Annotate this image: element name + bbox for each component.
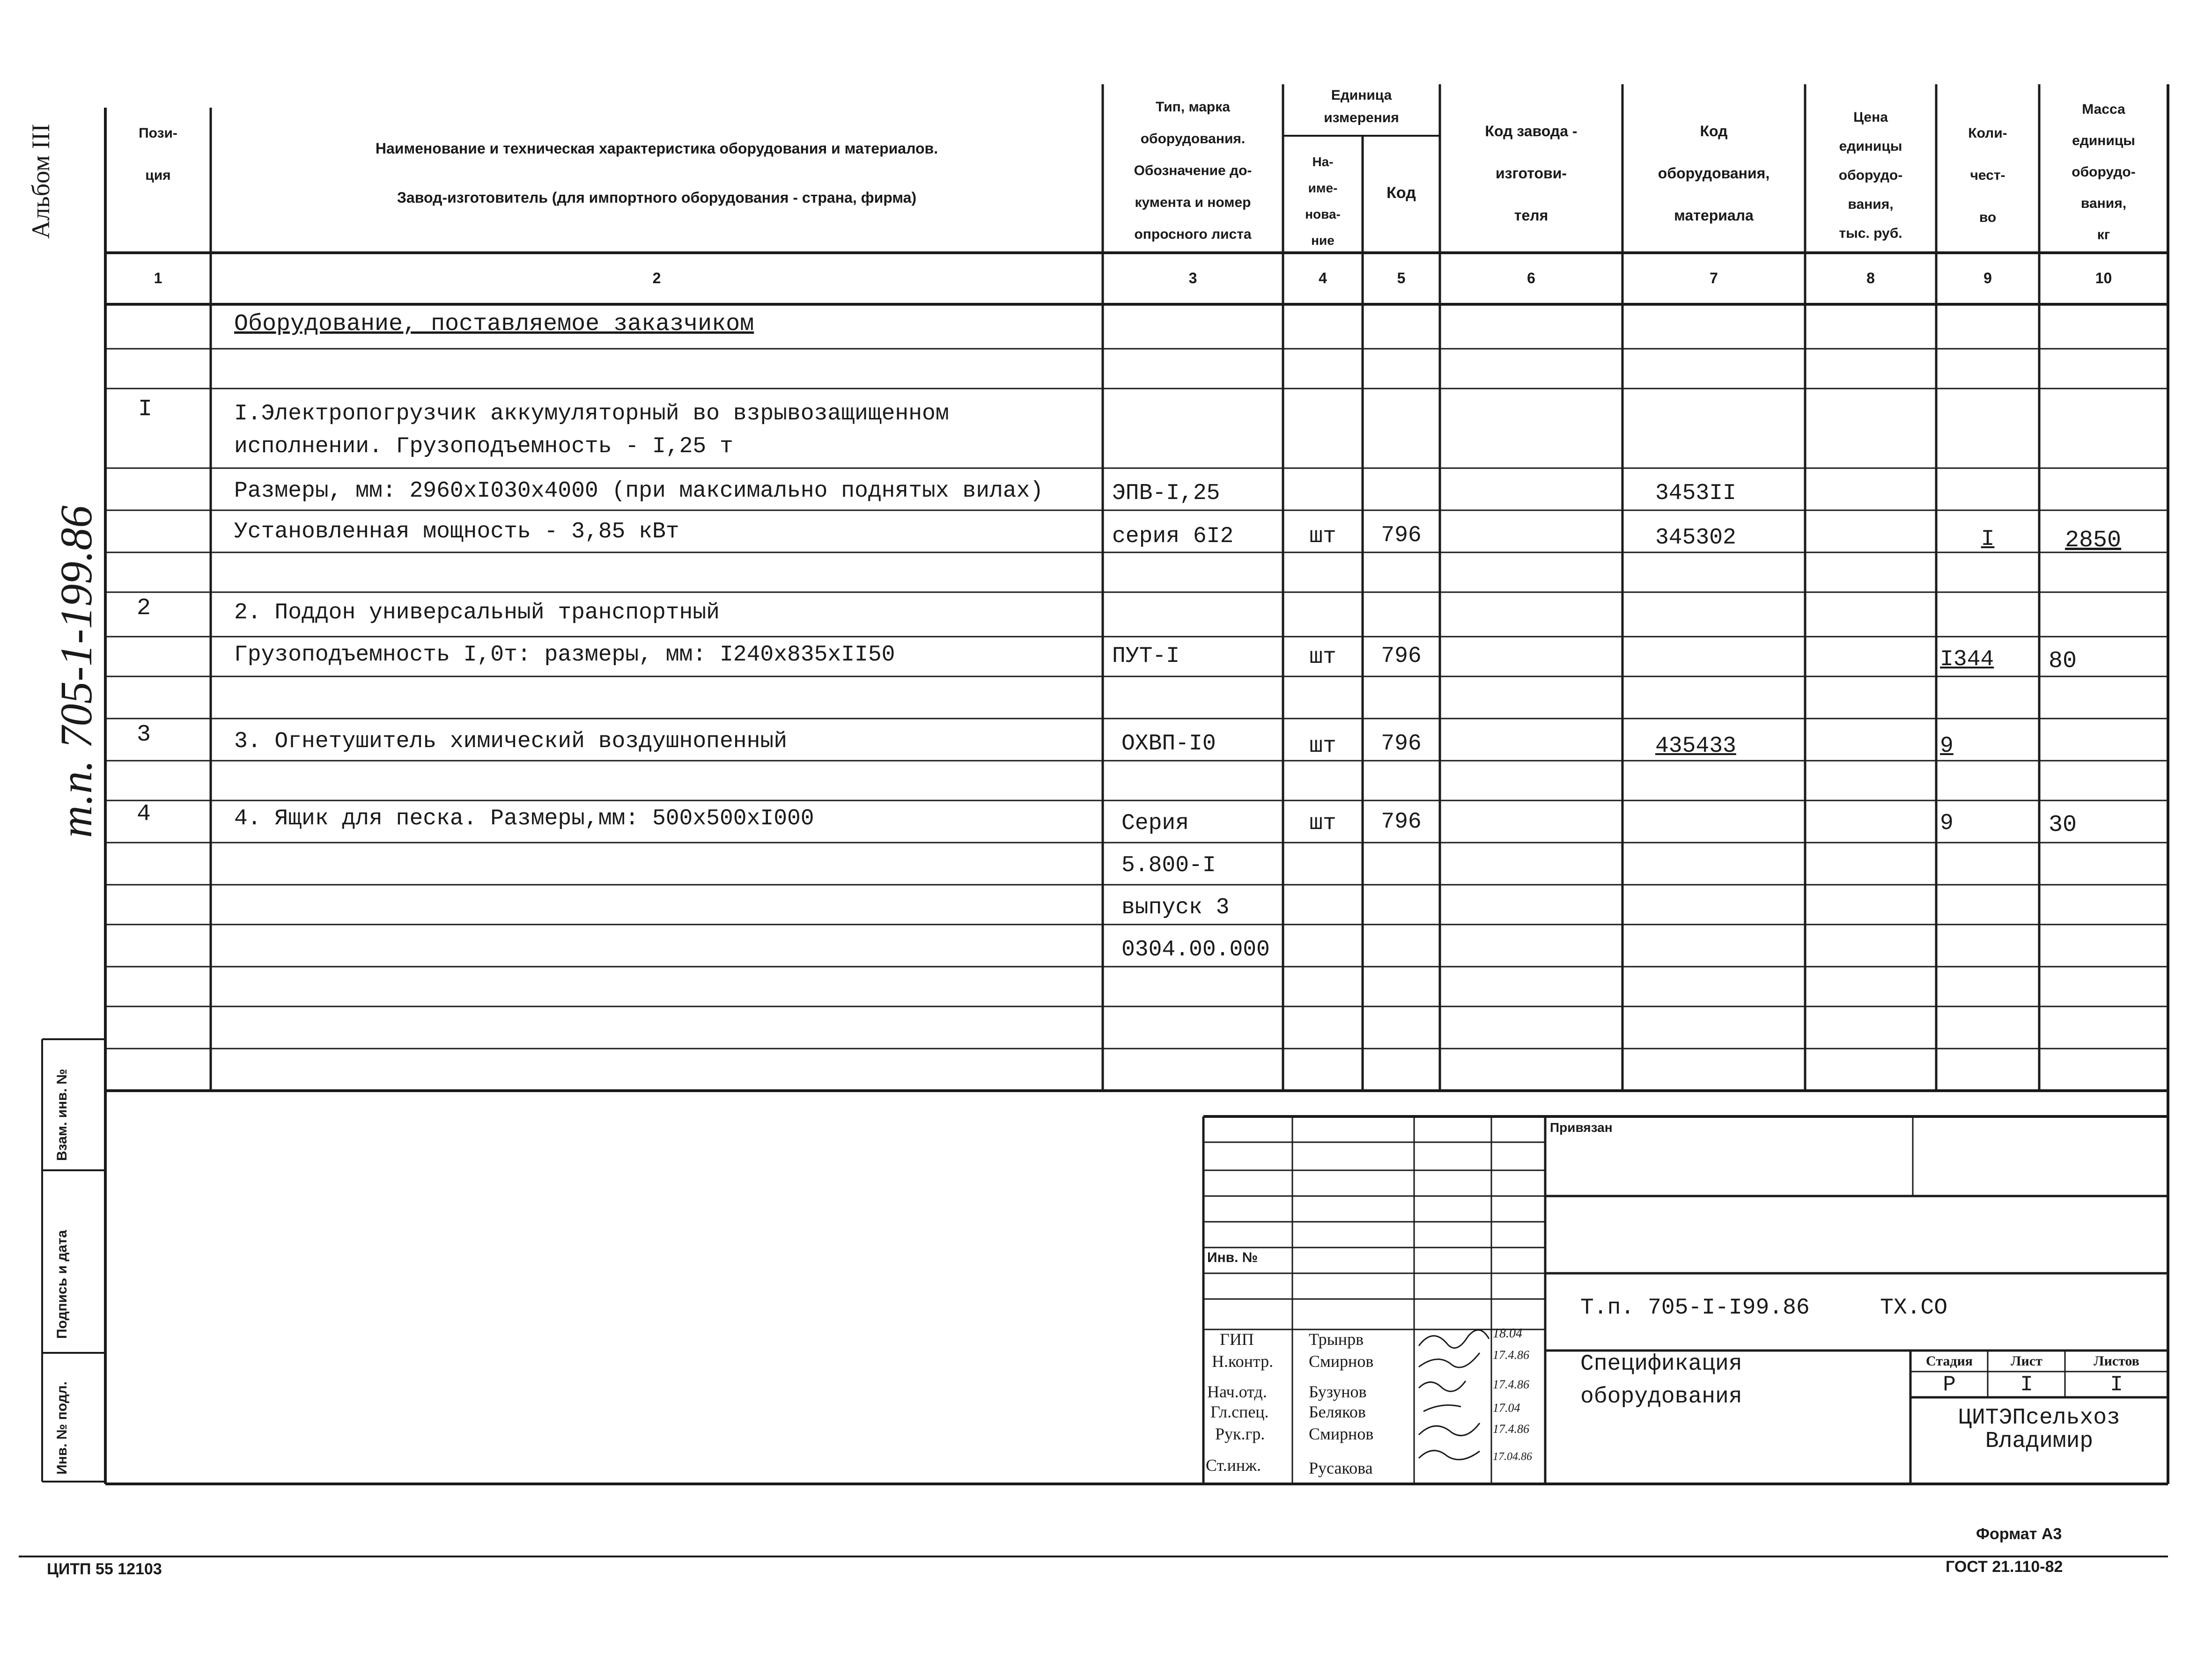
item4-qty: 9 (1940, 811, 1954, 836)
header-col9 (1939, 112, 2037, 239)
header-col10 (2042, 94, 2166, 250)
sig-date: 17.04.86 (1493, 1451, 1532, 1463)
signature-scribbles (1419, 1330, 1489, 1460)
doc-code: Т.п. 705-I-I99.86 (1580, 1295, 1810, 1321)
header-col8-line2: единицы (1839, 139, 1902, 154)
header-col8-line4: вания, (1848, 197, 1894, 212)
sig-name: Бузунов (1309, 1382, 1367, 1401)
header-col7-line3: материала (1674, 207, 1754, 224)
header-col4-line4: ние (1311, 233, 1335, 248)
header-col6-line1: Код завода - (1485, 123, 1578, 139)
header-col3-line1: Тип, марка (1156, 99, 1230, 115)
item1-pos: I (138, 396, 153, 423)
item1-equip-code1: 3453II (1655, 481, 1736, 506)
header-col1-line1: Пози- (139, 125, 177, 141)
item3-unit-code: 796 (1381, 731, 1422, 756)
header-col3 (1105, 91, 1281, 250)
item2-pos: 2 (137, 595, 151, 622)
sig-role: ГИП (1220, 1330, 1254, 1349)
header-col4 (1285, 149, 1360, 254)
item1-name-line4: Установленная мощность - 3,85 кВт (234, 519, 679, 544)
col-number-10: 10 (2095, 270, 2112, 286)
sig-role: Ст.инж. (1206, 1456, 1261, 1475)
header-col10-line4: вания, (2080, 196, 2127, 211)
sheet-value: I (2020, 1373, 2033, 1397)
sig-role: Рук.гр. (1215, 1424, 1265, 1443)
item1-name-line2: исполнении. Грузоподъемность - I,25 т (234, 434, 733, 459)
sig-date: 17.4.86 (1493, 1378, 1529, 1391)
header-col3-line4: кумента и номер (1135, 195, 1251, 210)
sig-name: Беляков (1309, 1402, 1366, 1421)
gost-code: ГОСТ 21.110-82 (1946, 1558, 2063, 1576)
sheets-value: I (2110, 1373, 2123, 1397)
header-col3-line5: опросного листа (1134, 227, 1252, 242)
header-unit-line1: Единица (1331, 88, 1392, 103)
doc-title-line1: Спецификация (1580, 1351, 1742, 1377)
col-number-7: 7 (1710, 270, 1718, 286)
item2-unit: шт (1309, 645, 1336, 670)
item4-unit-code: 796 (1381, 809, 1422, 835)
item1-equip-code2: 345302 (1655, 525, 1736, 551)
sig-name: Русакова (1309, 1459, 1373, 1477)
header-col2-line2: Завод-изготовитель (для импортного оборудования - страна, фирма) (397, 189, 917, 206)
header-col7 (1625, 110, 1803, 236)
privyazan-label: Привязан (1550, 1120, 1613, 1135)
item2-qty: I344 (1940, 647, 1994, 672)
item3-qty: 9 (1940, 734, 1954, 759)
header-col8 (1807, 103, 1934, 248)
inv-no-label: Инв. № (1207, 1250, 1258, 1265)
item2-mass: 80 (2049, 648, 2077, 675)
handwritten-project-code: т.п. 705-1-199.86 (51, 505, 101, 838)
header-unit-line2: измерения (1324, 110, 1399, 125)
sig-date: 17.4.86 (1493, 1348, 1529, 1362)
col-number-6: 6 (1527, 270, 1535, 286)
header-col4-line1: На- (1312, 154, 1334, 169)
item4-name: 4. Ящик для песка. Размеры,мм: 500х500хI000 (234, 806, 814, 831)
item1-name-line1: I.Электропогрузчик аккумуляторный во взрывозащищенном (234, 401, 949, 426)
item4-type-line3: выпуск 3 (1121, 895, 1230, 920)
header-col1 (108, 112, 208, 197)
item4-pos: 4 (137, 801, 151, 828)
header-col10-line3: оборудо- (2072, 164, 2136, 180)
header-col10-line5: кг (2097, 227, 2110, 242)
col-number-8: 8 (1866, 270, 1875, 286)
stamp-inv-podl: Инв. № подл. (54, 1381, 70, 1475)
sig-name: Смирнов (1309, 1352, 1374, 1371)
section-title: Оборудование, поставляемое заказчиком (234, 311, 754, 338)
org-line1: ЦИТЭПсельхоз (1958, 1405, 2120, 1431)
header-col8-line5: тыс. руб. (1839, 226, 1902, 241)
header-col4-line2: име- (1308, 181, 1338, 195)
header-col9-line2: чест- (1970, 168, 2006, 183)
stage-label: Стадия (1925, 1353, 1973, 1369)
header-col4-line3: нова- (1305, 207, 1341, 221)
stage-value: Р (1943, 1373, 1956, 1397)
item3-pos: 3 (137, 721, 151, 748)
item4-mass: 30 (2049, 812, 2077, 838)
doc-title-line2: оборудования (1580, 1384, 1742, 1409)
header-col2 (213, 124, 1100, 222)
item1-qty: I (1981, 527, 1995, 552)
item4-unit: шт (1309, 811, 1336, 836)
header-col8-line1: Цена (1853, 110, 1888, 125)
item4-type-line4: 0304.00.000 (1121, 937, 1270, 962)
item3-type: ОХВП-I0 (1121, 731, 1216, 756)
header-col8-line3: оборудо- (1838, 168, 1903, 183)
item4-type-line1: Серия (1121, 811, 1189, 836)
col-number-9: 9 (1983, 270, 1992, 286)
header-col7-line2: оборудования, (1658, 165, 1770, 182)
col-number-2: 2 (652, 270, 661, 286)
sig-name: Трынрв (1309, 1330, 1364, 1349)
sig-name: Смирнов (1309, 1424, 1374, 1443)
album-label: Альбом III (27, 124, 55, 239)
header-col10-line2: единицы (2072, 133, 2135, 148)
sig-date: 17.4.86 (1493, 1422, 1529, 1436)
stamp-vzam-inv: Взам. инв. № (54, 1069, 70, 1161)
publisher-code: ЦИТП 55 12103 (47, 1560, 162, 1578)
header-col3-line3: Обозначение до- (1134, 163, 1252, 178)
sig-role: Нач.отд. (1207, 1382, 1267, 1401)
header-col6-line3: теля (1514, 207, 1548, 224)
col-number-1: 1 (154, 270, 162, 286)
col-number-3: 3 (1188, 270, 1197, 286)
item2-name-line2: Грузоподъемность I,0т: размеры, мм: I240х835хII50 (234, 642, 895, 668)
item2-type: ПУТ-I (1112, 644, 1180, 669)
col-number-4: 4 (1319, 270, 1327, 286)
item3-name: 3. Огнетушитель химический воздушнопенный (234, 729, 787, 754)
item1-name-line3: Размеры, мм: 2960хI030х4000 (при максимально поднятых вилах) (234, 478, 1044, 504)
item2-name-line1: 2. Поддон универсальный транспортный (234, 600, 720, 625)
doc-mark: ТХ.СО (1880, 1295, 1948, 1321)
format-label: Формат А3 (1976, 1525, 2062, 1543)
header-col9-line3: во (1979, 210, 1997, 225)
item1-type-line2: серия 6I2 (1112, 524, 1234, 549)
header-unit-group (1285, 84, 1438, 129)
item1-unit: шт (1309, 524, 1336, 549)
sig-role: Н.контр. (1212, 1352, 1274, 1371)
stamp-podpis-data: Подпись и дата (54, 1230, 70, 1339)
header-col9-line1: Коли- (1968, 125, 2007, 141)
header-col2-line1: Наименование и техническая характеристика оборудования и материалов. (375, 140, 938, 157)
item3-unit: шт (1309, 734, 1336, 759)
item1-type-line1: ЭПВ-I,25 (1112, 481, 1220, 506)
item1-mass: 2850 (2065, 527, 2122, 554)
header-col7-line1: Код (1700, 123, 1728, 139)
sig-date: 17.04 (1493, 1401, 1520, 1415)
header-col6 (1442, 110, 1620, 236)
sig-date: 18.04 (1493, 1326, 1522, 1341)
sheet-label: Лист (2011, 1353, 2042, 1369)
item4-type-line2: 5.800-I (1121, 853, 1216, 878)
col-number-5: 5 (1397, 270, 1406, 286)
org-line2: Владимир (1985, 1429, 2094, 1454)
header-col1-line2: ция (145, 168, 171, 183)
header-col6-line2: изготови- (1495, 165, 1567, 182)
sig-role: Гл.спец. (1210, 1402, 1269, 1421)
item3-equip-code: 435433 (1655, 734, 1736, 759)
sheets-label: Листов (2094, 1353, 2139, 1369)
item2-unit-code: 796 (1381, 644, 1422, 669)
header-col5: Код (1386, 184, 1416, 202)
header-col10-line1: Масса (2082, 102, 2125, 117)
item1-unit-code: 796 (1381, 523, 1422, 548)
header-col3-line2: оборудования. (1140, 131, 1246, 147)
